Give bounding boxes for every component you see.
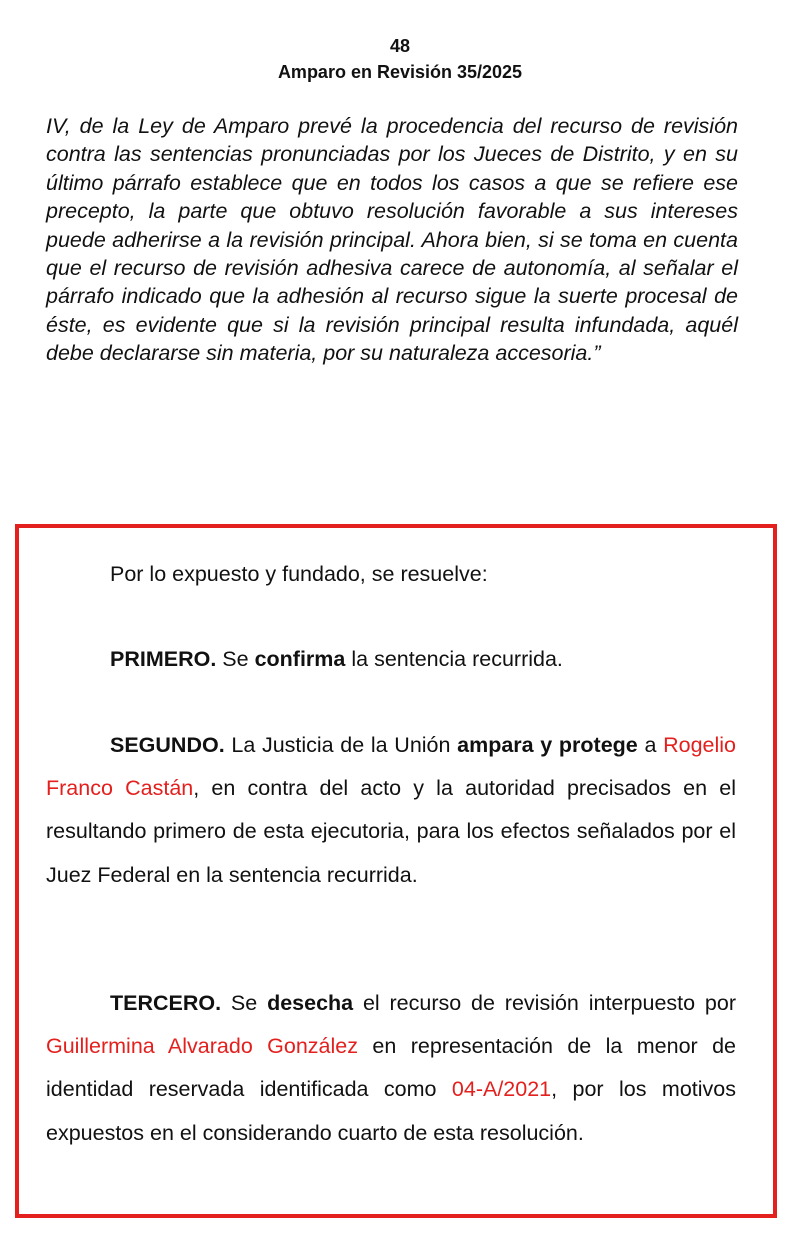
primero-text-2: la sentencia recurrida.: [345, 647, 563, 671]
page-number: 48: [389, 36, 411, 56]
tercero-text-3: en representación de la menor de identidad reservada identificada como: [46, 1034, 736, 1102]
resolutive-point-segundo: [46, 724, 736, 897]
tercero-text-1: Se: [221, 991, 268, 1015]
case-title: Amparo en Revisión 35/2025: [277, 62, 523, 82]
tercero-text-2: el recurso de revisión interpuesto por: [353, 991, 736, 1015]
segundo-bold-verb: ampara y protege: [457, 733, 638, 757]
segundo-label: SEGUNDO.: [110, 733, 225, 757]
quoted-thesis-paragraph: IV, de la Ley de Amparo prevé la procedencia del recurso de revisión contra las sentencias pronunciadas por los Jueces de Distrito, y en su último párrafo establece que en todos los casos a que se refiere ese precepto, la parte que obtuvo resolución favorable a sus intereses puede adherirse a la revisión principal. Ahora bien, si se toma en cuenta que el recurso de revisión adhesiva carece de autonomía, al señalar el párrafo indicado que la adhesión al recurso sigue la suerte procesal de éste, es evidente que si la revisión principal resulta infundada, aquél debe declararse sin materia, por su naturaleza accesoria.”: [46, 114, 738, 366]
primero-bold-verb: confirma: [254, 647, 346, 671]
tercero-minor-id: 04-A/2021: [451, 1077, 552, 1102]
segundo-text-2: a: [637, 733, 664, 757]
segundo-text-1: La Justicia de la Unión: [224, 733, 458, 757]
tercero-party-name: Guillermina Alvarado González: [46, 1034, 359, 1059]
resolutive-point-tercero: [46, 982, 736, 1155]
primero-text-1: Se: [216, 647, 255, 671]
segundo-text-3: , en contra del acto y la autoridad precisados en el resultando primero de esta ejecutoria, para los efectos señalados por el Juez Federal en la sentencia recurrida.: [46, 776, 737, 887]
tercero-bold-verb: desecha: [267, 991, 354, 1015]
resolution-intro: Por lo expuesto y fundado, se resuelve:: [110, 562, 488, 586]
tercero-label: TERCERO.: [110, 991, 222, 1015]
resolutive-point-primero: [46, 638, 736, 681]
primero-label: PRIMERO.: [110, 647, 217, 671]
segundo-party-name: Rogelio Franco Castán: [46, 733, 737, 801]
tercero-text-4: , por los motivos expuestos en el considerando cuarto de esta resolución.: [46, 1077, 736, 1145]
